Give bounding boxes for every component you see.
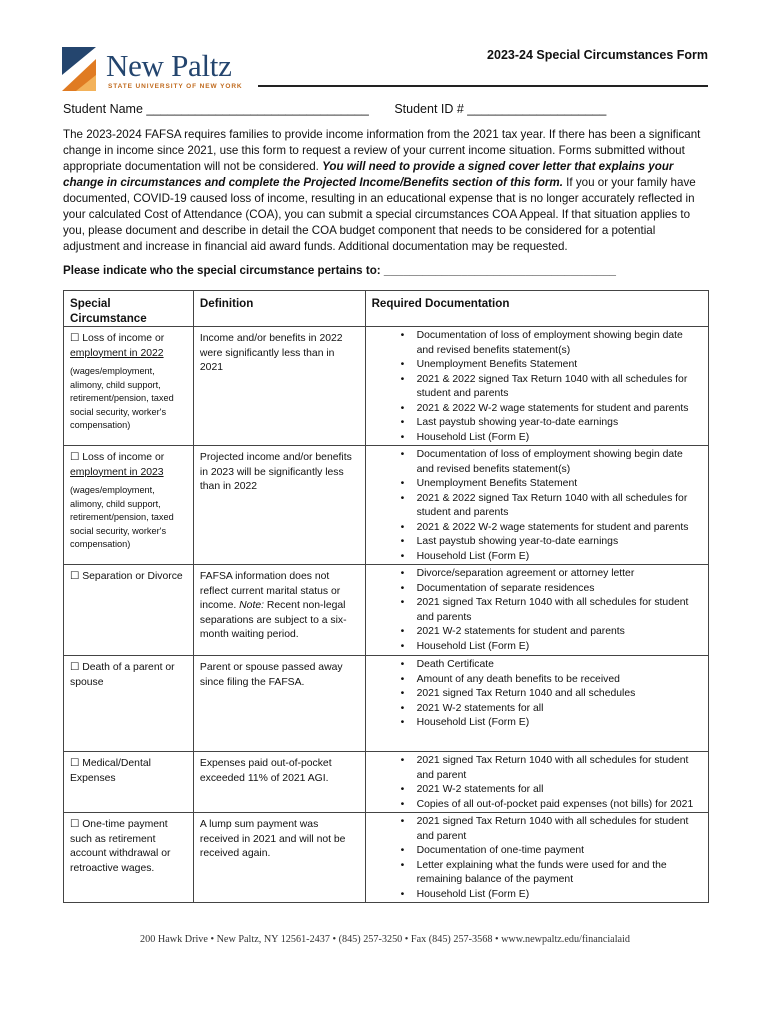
table-row bbox=[64, 656, 709, 752]
definition-cell bbox=[193, 813, 365, 903]
documentation-cell bbox=[365, 327, 708, 446]
circumstance-cell[interactable] bbox=[64, 446, 194, 565]
circumstance-details: (wages/employment, alimony, child support, retirement/pension, taxed social security, worker's compensation) bbox=[70, 485, 174, 549]
list-item: • Household List (Form E) bbox=[372, 640, 702, 655]
circumstance-label: ☐ Medical/Dental Expenses bbox=[70, 758, 151, 784]
circumstance-cell[interactable] bbox=[64, 327, 194, 446]
list-item: • Death Certificate bbox=[372, 658, 702, 673]
circumstance-cell[interactable] bbox=[64, 565, 194, 656]
list-item: • Last paystub showing year-to-date earnings bbox=[372, 535, 702, 550]
logo-mark-icon bbox=[62, 45, 102, 93]
list-item: • 2021 W-2 statements for all bbox=[372, 783, 702, 798]
circumstance-label-underlined: employment in 2022 bbox=[70, 347, 164, 359]
form-title: 2023-24 Special Circumstances Form bbox=[487, 48, 708, 62]
list-item: • Documentation of loss of employment showing begin date and revised benefits statement(s) bbox=[372, 329, 702, 358]
definition-text: FAFSA information does not reflect current marital status or income. bbox=[199, 571, 341, 611]
table-row bbox=[64, 565, 709, 656]
student-info-line bbox=[63, 102, 628, 116]
documentation-cell bbox=[365, 446, 708, 565]
table-row bbox=[64, 327, 709, 446]
circumstance-cell[interactable] bbox=[64, 656, 194, 752]
student-id-field[interactable]: Student ID # ____________________ bbox=[394, 102, 607, 116]
definition-cell bbox=[193, 327, 365, 446]
definition-note: Recent non-legal separations are subject to a six-month waiting period. bbox=[199, 600, 347, 640]
documentation-cell bbox=[365, 813, 708, 903]
circumstance-label: ☐ Separation or Divorce bbox=[70, 571, 183, 582]
header-special-circumstance: Special Circumstance bbox=[64, 291, 194, 327]
documentation-list bbox=[372, 754, 702, 812]
list-item: • Copies of all out-of-pocket paid expenses (not bills) for 2021 bbox=[372, 798, 702, 813]
circumstance-cell[interactable] bbox=[64, 813, 194, 903]
definition-text: Projected income and/or benefits in 2023 will be significantly less than in 2022 bbox=[199, 452, 352, 492]
header-required-documentation: Required Documentation bbox=[365, 291, 708, 327]
list-item: • Documentation of loss of employment showing begin date and revised benefits statement(s) bbox=[372, 448, 702, 477]
logo-name: New Paltz bbox=[106, 48, 232, 83]
list-item: • Unemployment Benefits Statement bbox=[372, 358, 702, 373]
list-item: • 2021 signed Tax Return 1040 with all schedules for student and parent bbox=[372, 754, 702, 783]
list-item: • 2021 signed Tax Return 1040 with all schedules for student and parent bbox=[372, 815, 702, 844]
documentation-cell bbox=[365, 656, 708, 752]
circumstance-details: (wages/employment, alimony, child support, retirement/pension, taxed social security, worker's compensation) bbox=[70, 366, 174, 430]
documentation-list bbox=[372, 658, 702, 731]
logo-subtitle: STATE UNIVERSITY OF NEW YORK bbox=[108, 83, 243, 90]
footer-contact: 200 Hawk Drive • New Paltz, NY 12561-2437 • (845) 257-3250 • Fax (845) 257-3568 • www.newpaltz.edu/financialaid bbox=[140, 934, 630, 945]
list-item: • 2021 signed Tax Return 1040 with all schedules for student and parents bbox=[372, 596, 702, 625]
table-row bbox=[64, 752, 709, 813]
list-item: • 2021 & 2022 signed Tax Return 1040 with all schedules for student and parents bbox=[372, 373, 702, 402]
circumstance-cell[interactable] bbox=[64, 752, 194, 813]
documentation-list bbox=[372, 329, 702, 445]
list-item: • Letter explaining what the funds were used for and the remaining balance of the payment bbox=[372, 859, 702, 888]
definition-cell bbox=[193, 446, 365, 565]
definition-text: Income and/or benefits in 2022 were significantly less than in 2021 bbox=[199, 333, 343, 373]
documentation-list bbox=[372, 448, 702, 564]
definition-note-label: Note: bbox=[239, 600, 265, 611]
list-item: • 2021 signed Tax Return 1040 and all schedules bbox=[372, 687, 702, 702]
list-item: • 2021 & 2022 W-2 wage statements for student and parents bbox=[372, 402, 702, 417]
circumstance-label: ☐ One-time payment such as retirement account withdrawal or retroactive wages. bbox=[70, 819, 171, 874]
list-item: • 2021 W-2 statements for student and parents bbox=[372, 625, 702, 640]
circumstance-label: ☐ Loss of income or bbox=[70, 452, 165, 463]
special-circumstances-table bbox=[63, 290, 709, 903]
header-definition: Definition bbox=[193, 291, 365, 327]
list-item: • Household List (Form E) bbox=[372, 550, 702, 565]
list-item: • Last paystub showing year-to-date earnings bbox=[372, 416, 702, 431]
definition-text: A lump sum payment was received in 2021 and will not be received again. bbox=[199, 819, 346, 859]
table-row bbox=[64, 813, 709, 903]
documentation-list bbox=[372, 815, 702, 902]
new-paltz-logo bbox=[62, 45, 252, 95]
definition-cell bbox=[193, 656, 365, 752]
definition-text: Expenses paid out-of-pocket exceeded 11% of 2021 AGI. bbox=[199, 758, 332, 784]
circumstance-label: ☐ Loss of income or bbox=[70, 333, 165, 344]
documentation-list bbox=[372, 567, 702, 654]
documentation-cell bbox=[365, 752, 708, 813]
list-item: • Unemployment Benefits Statement bbox=[372, 477, 702, 492]
circumstance-label-underlined: employment in 2023 bbox=[70, 466, 164, 478]
definition-text: Parent or spouse passed away since filing the FAFSA. bbox=[199, 662, 343, 688]
intro-paragraph bbox=[63, 127, 714, 255]
list-item: • Documentation of one-time payment bbox=[372, 844, 702, 859]
list-item: • 2021 & 2022 signed Tax Return 1040 with all schedules for student and parents bbox=[372, 492, 702, 521]
definition-cell bbox=[193, 752, 365, 813]
list-item: • Documentation of separate residences bbox=[372, 582, 702, 597]
list-item: • Amount of any death benefits to be received bbox=[372, 673, 702, 688]
list-item: • Household List (Form E) bbox=[372, 431, 702, 446]
documentation-cell bbox=[365, 565, 708, 656]
definition-cell bbox=[193, 565, 365, 656]
title-divider bbox=[258, 85, 708, 87]
list-item: • 2021 W-2 statements for all bbox=[372, 702, 702, 717]
intro-text-2: If you or your family have documented, COVID-19 caused loss of income, resulting in an educational expense that is no longer accurately reflected in your calculated Cost of Attendance (COA), you can submit a special circumstances COA Appeal. If that situation applies to you, please document and describe in detail the COA budget component that needs to be considered for a potential adjustment and increase in financial aid award funds. Additional documentation may be requested. bbox=[63, 176, 696, 253]
list-item: • Household List (Form E) bbox=[372, 716, 702, 731]
intro-text-1: The 2023-2024 FAFSA requires families to provide income information from the 2021 tax year. If there has been a significant change in income since 2021, use this form to request a review of your current income situation. Forms submitted without appropriate documentation will not be considered. bbox=[63, 128, 701, 173]
table-row bbox=[64, 446, 709, 565]
list-item: • 2021 & 2022 W-2 wage statements for student and parents bbox=[372, 521, 702, 536]
student-name-field[interactable]: Student Name ________________________________ bbox=[63, 102, 369, 116]
circumstance-label: ☐ Death of a parent or spouse bbox=[70, 662, 175, 688]
list-item: • Divorce/separation agreement or attorney letter bbox=[372, 567, 702, 582]
list-item: • Household List (Form E) bbox=[372, 888, 702, 903]
pertains-to-field[interactable]: Please indicate who the special circumstance pertains to: ____________________________________ bbox=[63, 264, 616, 277]
intro-bold-text: You will need to provide a signed cover letter that explains your change in circumstances and complete the Projected Income/Benefits section of this form. bbox=[63, 160, 674, 189]
